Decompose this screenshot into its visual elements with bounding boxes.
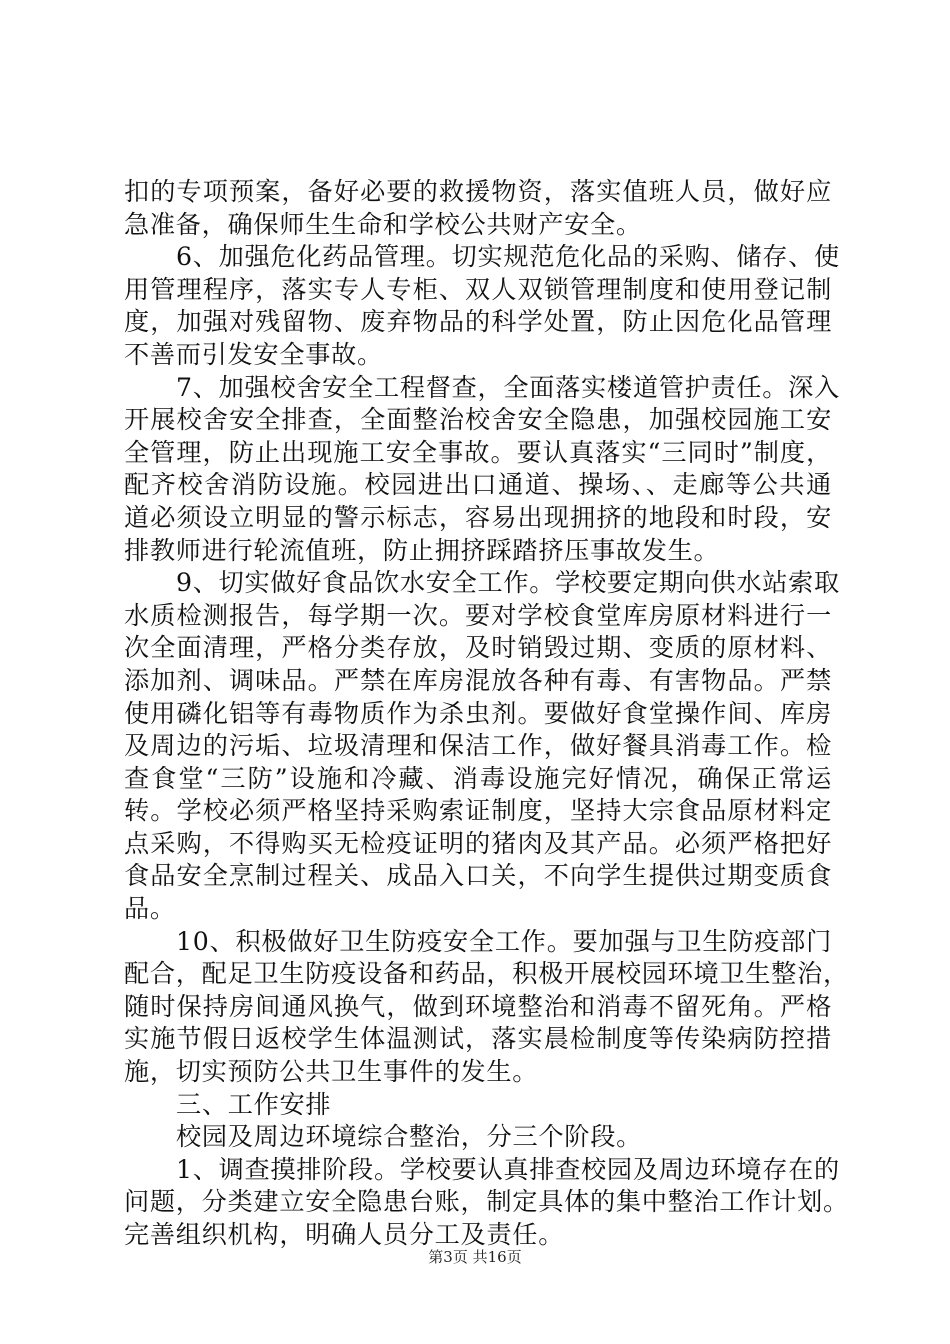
text-line: 水质检测报告，每学期一次。要对学校食堂库房原材料进行一 bbox=[124, 600, 832, 630]
text-line: 随时保持房间通风换气，做到环境整治和消毒不留死角。严格 bbox=[124, 991, 832, 1021]
text-line: 扣的专项预案，备好必要的救援物资，落实值班人员，做好应 bbox=[124, 177, 832, 206]
page-footer: 第3页 共16页 bbox=[428, 1248, 522, 1266]
document-body bbox=[124, 176, 849, 1252]
text-line: 1、调查摸排阶段。学校要认真排查校园及周边环境存在的 bbox=[176, 1154, 840, 1184]
text-line: 用管理程序，落实专人专柜、双人双锁管理制度和使用登记制 bbox=[124, 274, 832, 304]
text-line: 全管理，防止出现施工安全事故。要认真落实“三同时”制度， bbox=[124, 437, 832, 467]
text-line: 添加剂、调味品。严禁在库房混放各种有毒、有害物品。严禁 bbox=[124, 665, 832, 695]
text-line: 三、工作安排 bbox=[176, 1089, 332, 1119]
text-line: 急准备，确保师生生命和学校公共财产安全。 bbox=[124, 209, 642, 239]
text-line: 使用磷化铝等有毒物质作为杀虫剂。要做好食堂操作间、库房 bbox=[124, 698, 832, 728]
paragraph bbox=[124, 1089, 832, 1122]
text-line: 不善而引发安全事故。 bbox=[124, 339, 383, 369]
text-line: 排教师进行轮流值班，防止拥挤踩踏挤压事故发生。 bbox=[124, 535, 720, 565]
text-line: 施，切实预防公共卫生事件的发生。 bbox=[124, 1057, 539, 1087]
text-line: 7、加强校舍安全工程督查，全面落实楼道管护责任。深入 bbox=[176, 372, 840, 402]
paragraph bbox=[124, 241, 840, 371]
text-line: 道必须设立明显的警示标志，容易出现拥挤的地段和时段，安 bbox=[124, 502, 832, 532]
paragraph bbox=[124, 176, 832, 241]
text-line: 问题，分类建立安全隐患台账，制定具体的集中整治工作计划。 bbox=[124, 1187, 849, 1217]
text-line: 食品安全烹制过程关、成品入口关，不向学生提供过期变质食 bbox=[124, 861, 832, 891]
text-line: 转。学校必须严格坚持采购索证制度，坚持大宗食品原材料定 bbox=[124, 796, 832, 826]
text-line: 10、积极做好卫生防疫安全工作。要加强与卫生防疫部门 bbox=[176, 926, 832, 956]
text-line: 完善组织机构，明确人员分工及责任。 bbox=[124, 1220, 565, 1249]
text-line: 度，加强对残留物、废弃物品的科学处置，防止因危化品管理 bbox=[124, 307, 832, 337]
text-line: 开展校舍安全排查，全面整治校舍安全隐患，加强校园施工安 bbox=[124, 405, 832, 435]
text-line: 配齐校舍消防设施。校园进出口通道、操场、、走廊等公共通 bbox=[124, 470, 832, 500]
text-line: 9、切实做好食品饮水安全工作。学校要定期向供水站索取 bbox=[176, 568, 840, 598]
paragraph bbox=[124, 567, 840, 926]
text-line: 6、加强危化药品管理。切实规范危化品的采购、储存、使 bbox=[176, 242, 840, 272]
text-line: 及周边的污垢、垃圾清理和保洁工作，做好餐具消毒工作。检 bbox=[124, 731, 832, 761]
paragraph bbox=[124, 372, 840, 568]
text-line: 点采购，不得购买无检疫证明的猪肉及其产品。必须严格把好 bbox=[124, 828, 832, 858]
text-line: 校园及周边环境综合整治，分三个阶段。 bbox=[176, 1122, 642, 1152]
text-line: 次全面清理，严格分类存放，及时销毁过期、变质的原材料、 bbox=[124, 633, 832, 663]
paragraph bbox=[124, 926, 849, 1089]
paragraph bbox=[124, 1121, 832, 1154]
text-line: 品。 bbox=[124, 894, 176, 924]
text-line: 查食堂“三防”设施和冷藏、消毒设施完好情况，确保正常运 bbox=[124, 763, 832, 793]
text-line: 实施节假日返校学生体温测试，落实晨检制度等传染病防控措 bbox=[124, 1024, 832, 1054]
text-line: 配合，配足卫生防疫设备和药品，积极开展校园环境卫生整治， bbox=[124, 959, 849, 989]
paragraph bbox=[124, 1154, 849, 1252]
